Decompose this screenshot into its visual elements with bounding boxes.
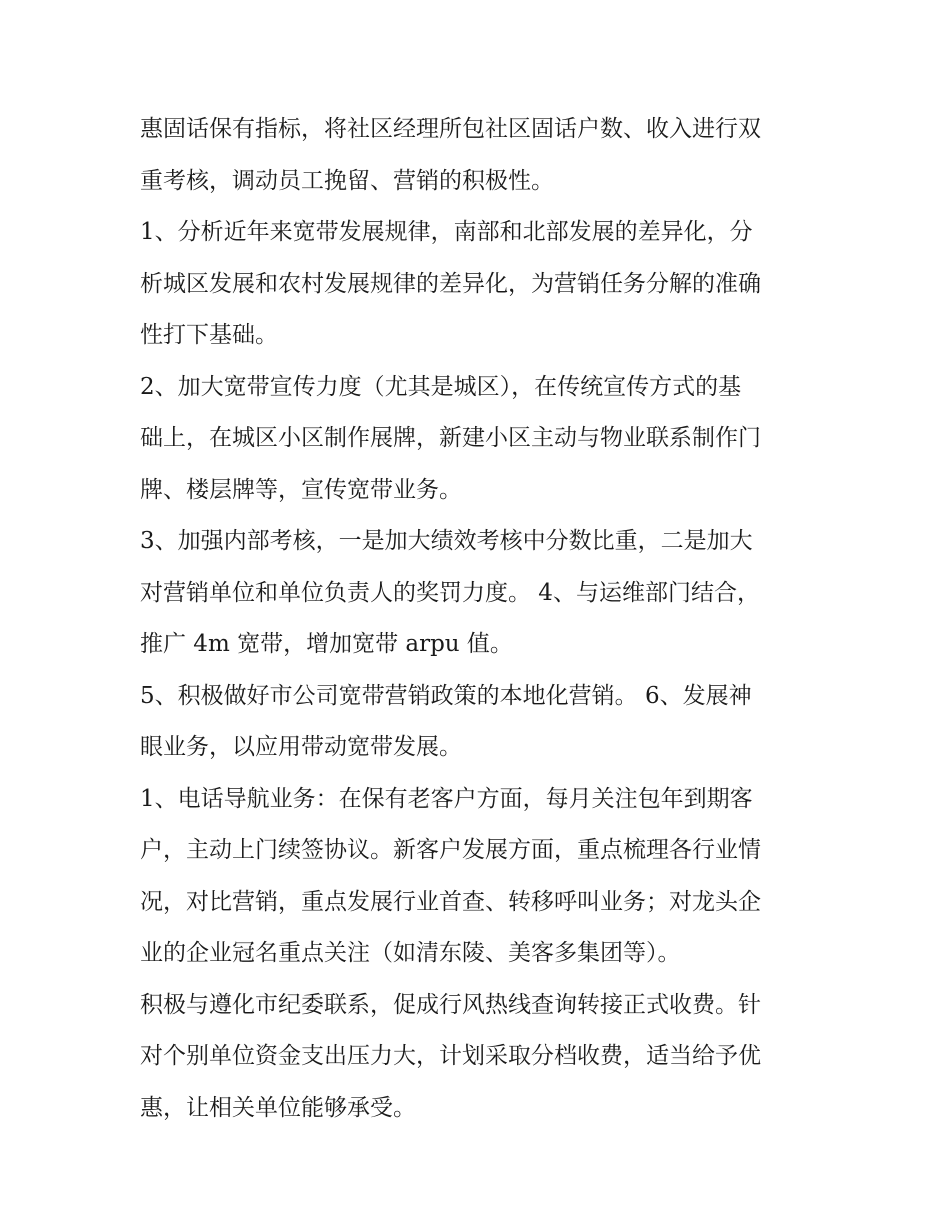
text-line: 1、分析近年来宽带发展规律，南部和北部发展的差异化，分 <box>140 219 753 245</box>
text-line: 推广 4m 宽带，增加宽带 arpu 值。 <box>140 631 513 657</box>
text-line: 牌、楼层牌等，宣传宽带业务。 <box>140 476 462 503</box>
text-line: 业的企业冠名重点关注（如清东陵、美客多集团等）。 <box>140 940 681 966</box>
text-line: 础上，在城区小区制作展牌，新建小区主动与物业联系制作门 <box>140 425 761 451</box>
text-line: 眼业务，以应用带动宽带发展。 <box>140 734 462 760</box>
text-line: 户，主动上门续签协议。新客户发展方面，重点梳理各行业情 <box>140 837 761 863</box>
text-line: 1、电话导航业务：在保有老客户方面，每月关注包年到期客 <box>140 785 753 812</box>
text-line: 性打下基础。 <box>140 322 278 348</box>
text-line: 对个别单位资金支出压力大，计划采取分档收费，适当给予优 <box>140 1043 761 1069</box>
text-line: 对营销单位和单位负责人的奖罚力度。 4、与运维部门结合， <box>140 579 760 606</box>
text-line: 2、加大宽带宣传力度（尤其是城区），在传统宣传方式的基 <box>140 373 742 400</box>
text-line: 3、加强内部考核，一是加大绩效考核中分数比重，二是加大 <box>140 528 753 554</box>
text-line: 5、积极做好市公司宽带营销政策的本地化营销。 6、发展神 <box>140 682 752 709</box>
text-line: 惠固话保有指标，将社区经理所包社区固话户数、收入进行双 <box>140 116 761 142</box>
text-line: 惠，让相关单位能够承受。 <box>140 1094 416 1121</box>
text-line: 析城区发展和农村发展规律的差异化，为营销任务分解的准确 <box>140 270 761 297</box>
text-line: 积极与遵化市纪委联系，促成行风热线查询转接正式收费。针 <box>140 991 761 1018</box>
text-line: 况，对比营销，重点发展行业首查、转移呼叫业务；对龙头企 <box>140 888 761 915</box>
document-body <box>140 104 820 1134</box>
text-line: 重考核，调动员工挽留、营销的积极性。 <box>140 167 554 194</box>
